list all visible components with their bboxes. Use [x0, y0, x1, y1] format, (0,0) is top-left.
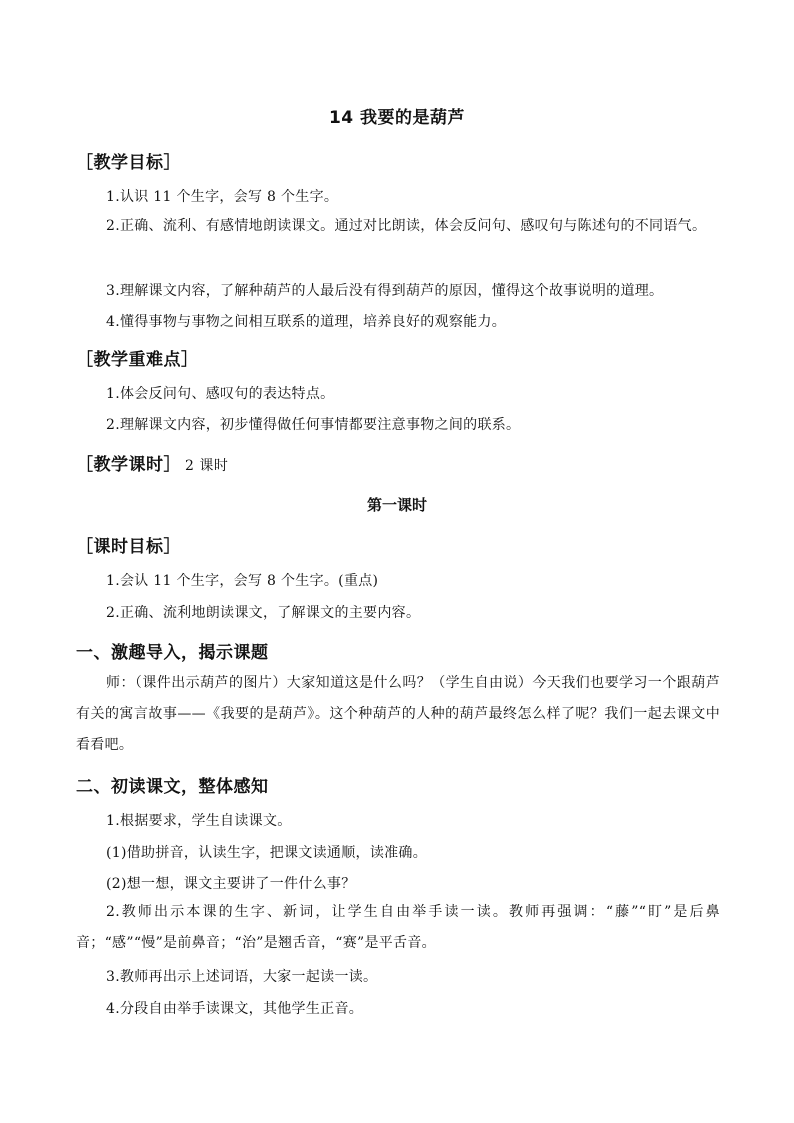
- lesson1-objective-2: 2.正确、流利地朗读课文，了解课文的主要内容。: [106, 605, 421, 621]
- part2-subitem-2: (2)想一想，课文主要讲了一件什么事？: [106, 876, 356, 892]
- objective-item-3: 3.理解课文内容，了解种葫芦的人最后没有得到葫芦的原因，懂得这个故事说明的道理。: [106, 283, 664, 299]
- class-hours-label: ［教学课时］: [76, 455, 181, 475]
- lesson1-objectives-heading: ［课时目标］: [76, 537, 181, 557]
- part1-paragraph: 师：（课件出示葫芦的图片）大家知道这是什么吗？（学生自由说）今天我们也要学习一个跟葫芦有关的寓言故事——《我要的是葫芦》。这个种葫芦的人种的葫芦最终怎么样了呢？我们一起去课文中看看吧。: [76, 675, 720, 753]
- part2-item-3: 3.教师再出示上述词语，大家一起读一读。: [106, 969, 378, 985]
- lesson1-heading: 第一课时: [366, 496, 427, 514]
- key-points-heading: ［教学重难点］: [76, 350, 199, 370]
- part2-item-4: 4.分段自由举手读课文，其他学生正音。: [106, 1001, 364, 1017]
- key-point-item-2: 2.理解课文内容，初步懂得做任何事情都要注意事物之间的联系。: [106, 417, 521, 433]
- part2-item-1: 1.根据要求，学生自读课文。: [106, 813, 292, 829]
- lesson1-objective-1: 1.会认 11 个生字，会写 8 个生字。(重点): [106, 573, 379, 589]
- page-title: 14 我要的是葫芦: [328, 108, 466, 128]
- objective-item-1: 1.认识 11 个生字，会写 8 个生字。: [106, 189, 339, 205]
- part1-heading: 一、激趣导入，揭示课题: [76, 643, 269, 663]
- objective-item-2: 2.正确、流利、有感情地朗读课文。通过对比朗读，体会反问句、感叹句与陈述句的不同语气。: [106, 218, 707, 234]
- class-hours-value: 2 课时: [185, 458, 229, 474]
- part2-item-2: 2.教师出示本课的生字、新词，让学生自由举手读一读。教师再强调：“藤”“盯”是后鼻音；“感”“慢”是前鼻音；“治”是翘舌音，“赛”是平舌音。: [76, 904, 720, 951]
- part2-heading: 二、初读课文，整体感知: [76, 777, 269, 797]
- objectives-heading: ［教学目标］: [76, 153, 181, 173]
- objective-item-4: 4.懂得事物与事物之间相互联系的道理，培养良好的观察能力。: [106, 314, 507, 330]
- part2-subitem-1: (1)借助拼音，认读生字，把课文读通顺，读准确。: [106, 845, 428, 861]
- class-hours-heading: [76, 450, 228, 475]
- key-point-item-1: 1.体会反问句、感叹句的表达特点。: [106, 386, 335, 402]
